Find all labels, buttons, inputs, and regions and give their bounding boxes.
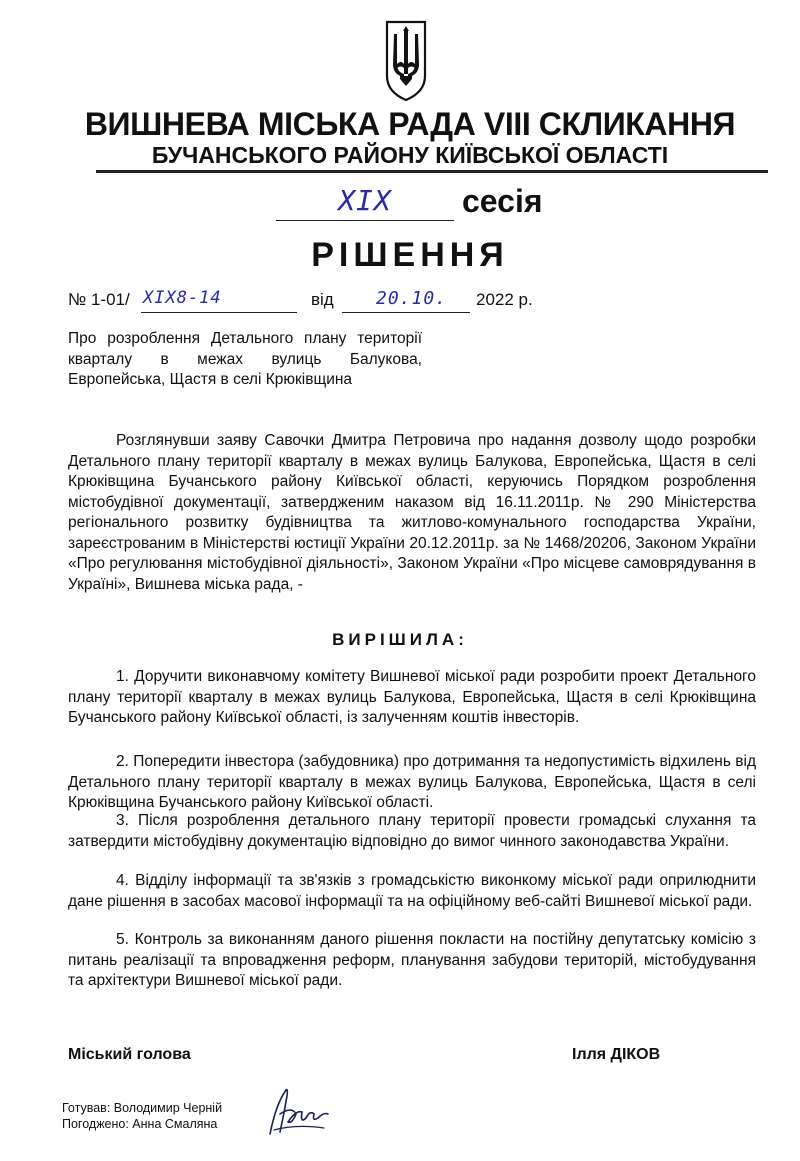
preamble-paragraph: Розглянувши заяву Савочки Дмитра Петровича про надання дозволу щодо розробки Детального плану території кварталу в межах вулиць Балукова, Европейська, Щастя в селі Крюківщина Бучанського району Київської області, керуючись Порядком розроблення містобудівної документації, затвердженим наказом від 16.11.2011р. № 290 Міністерства регіонального розвитку будівництва та житлово-комунального господарства України, зареєстрованим в Міністерстві юстиції України 20.12.2011р. за № 1468/20206, Законом України «Про регулювання містобудівної діяльності», Законом України «Про місцеве самоврядування в Україні», Вишнева міська рада, - <box>68 432 756 593</box>
mayor-name: Ілля ДІКОВ <box>572 1046 661 1063</box>
decision-date: 20.10. <box>376 288 448 309</box>
decision-year: 2022 р. <box>476 290 533 309</box>
resolution-item-3: 3. Після розроблення детального плану території провести громадські слухання та затвердити містобудівну документацію відповідно до вимог чинного законодавства України. <box>68 812 756 850</box>
resolution-item-4: 4. Відділу інформації та зв'язків з громадськістю виконкому міської ради оприлюднити дане рішення в засобах масової інформації та на офіційному веб-сайті Вишневої міської ради. <box>68 872 756 910</box>
session-label: сесія <box>462 183 543 219</box>
council-title: ВИШНЕВА МІСЬКА РАДА VIII СКЛИКАННЯ <box>84 106 736 142</box>
mayor-position: Міський голова <box>68 1046 191 1063</box>
resolution-item-5: 5. Контроль за виконанням даного рішення покласти на постійну депутатську комісію з питань реалізації та впровадження реформ, планування забудови територій, містобудування та архітектури Вишневої міської ради. <box>68 931 756 989</box>
document-title: РІШЕННЯ <box>311 236 509 274</box>
prepared-by: Готував: Володимир Черній <box>62 1101 223 1115</box>
decision-subject: Про розроблення Детального плану території кварталу в межах вулиць Балукова, Европейська, Щастя в селі Крюківщина <box>68 330 422 388</box>
resolution-item-1: 1. Доручити виконавчому комітету Вишневої міської ради розробити проект Детального плану території кварталу в межах вулиць Балукова, Европейська, Щастя в селі Крюківщина Бучанського району Київської області, із залученням коштів інвесторів. <box>68 668 756 726</box>
resolution-item-2: 2. Попередити інвестора (забудовника) про дотримання та недопустимість відхилень від Детального плану території кварталу в межах вулиць Балукова, Европейська, Щастя в селі Крюківщина Бучанського району Київської області. <box>68 753 756 811</box>
session-number: XIX <box>338 184 392 217</box>
trident-coat-of-arms-icon <box>383 20 429 102</box>
handwritten-signature-icon <box>262 1084 332 1140</box>
agreed-by: Погоджено: Анна Смаляна <box>62 1117 218 1131</box>
decision-number-prefix: № 1-01/ <box>68 290 130 309</box>
date-from-label: від <box>311 290 334 309</box>
header-divider <box>96 170 768 173</box>
resolved-heading: ВИРІШИЛА: <box>332 630 468 649</box>
decision-number: XIX8-14 <box>143 288 222 308</box>
district-title: БУЧАНСЬКОГО РАЙОНУ КИЇВСЬКОЇ ОБЛАСТІ <box>151 142 669 168</box>
